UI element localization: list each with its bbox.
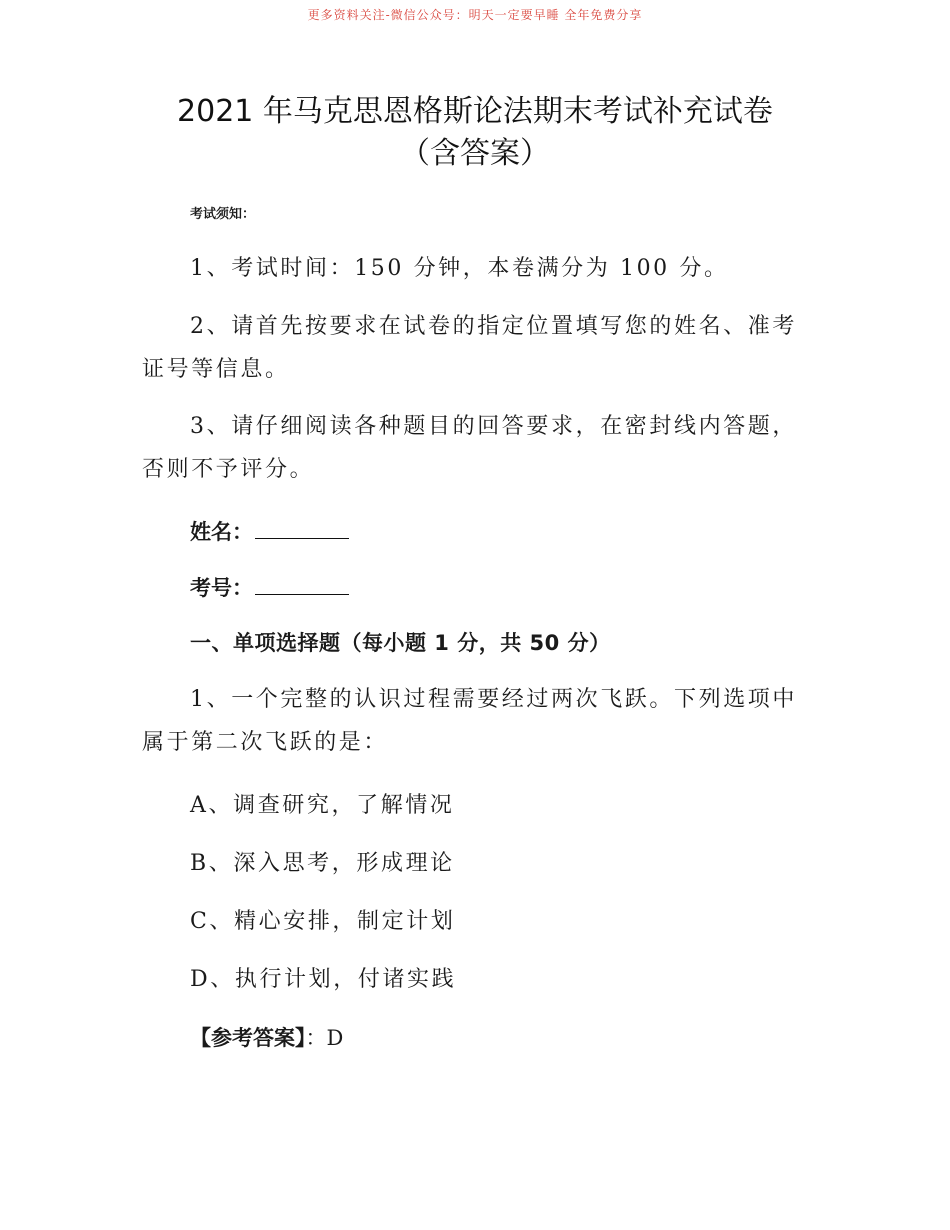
name-field	[190, 516, 349, 546]
document-subtitle: （含答案）	[400, 136, 550, 171]
section-heading: 一、单项选择题（每小题 1 分，共 50 分）	[190, 631, 611, 655]
notice-label: 考试须知：	[190, 207, 256, 222]
exam-id-blank-line	[255, 576, 349, 595]
notice-item: 3、请仔细阅读各种题目的回答要求，在密封线内答题，否则不予评分。	[142, 414, 797, 482]
document-title: 2021 年马克思恩格斯论法期末考试补充试卷	[177, 94, 773, 129]
option-d: D、执行计划，付诸实践	[190, 967, 457, 992]
exam-id-label: 考号：	[190, 576, 253, 600]
answer-value: D	[326, 1026, 344, 1050]
notice-item: 2、请首先按要求在试卷的指定位置填写您的姓名、准考证号等信息。	[142, 314, 797, 382]
question-text: 1、一个完整的认识过程需要经过两次飞跃。下列选项中属于第二次飞跃的是：	[142, 687, 797, 755]
reference-answer	[190, 1022, 343, 1052]
notice-item: 1、考试时间：150 分钟，本卷满分为 100 分。	[190, 256, 729, 281]
exam-id-field	[190, 572, 349, 602]
answer-label: 【参考答案】	[190, 1026, 306, 1050]
option-c: C、精心安排，制定计划	[190, 909, 456, 934]
name-label: 姓名：	[190, 520, 253, 544]
answer-separator: ：	[305, 1026, 327, 1050]
option-a: A、调查研究，了解情况	[190, 793, 455, 818]
option-b: B、深入思考，形成理论	[190, 851, 455, 876]
header-banner: 更多资料关注-微信公众号：明天一定要早睡 全年免费分享	[307, 8, 643, 22]
name-blank-line	[255, 520, 349, 539]
